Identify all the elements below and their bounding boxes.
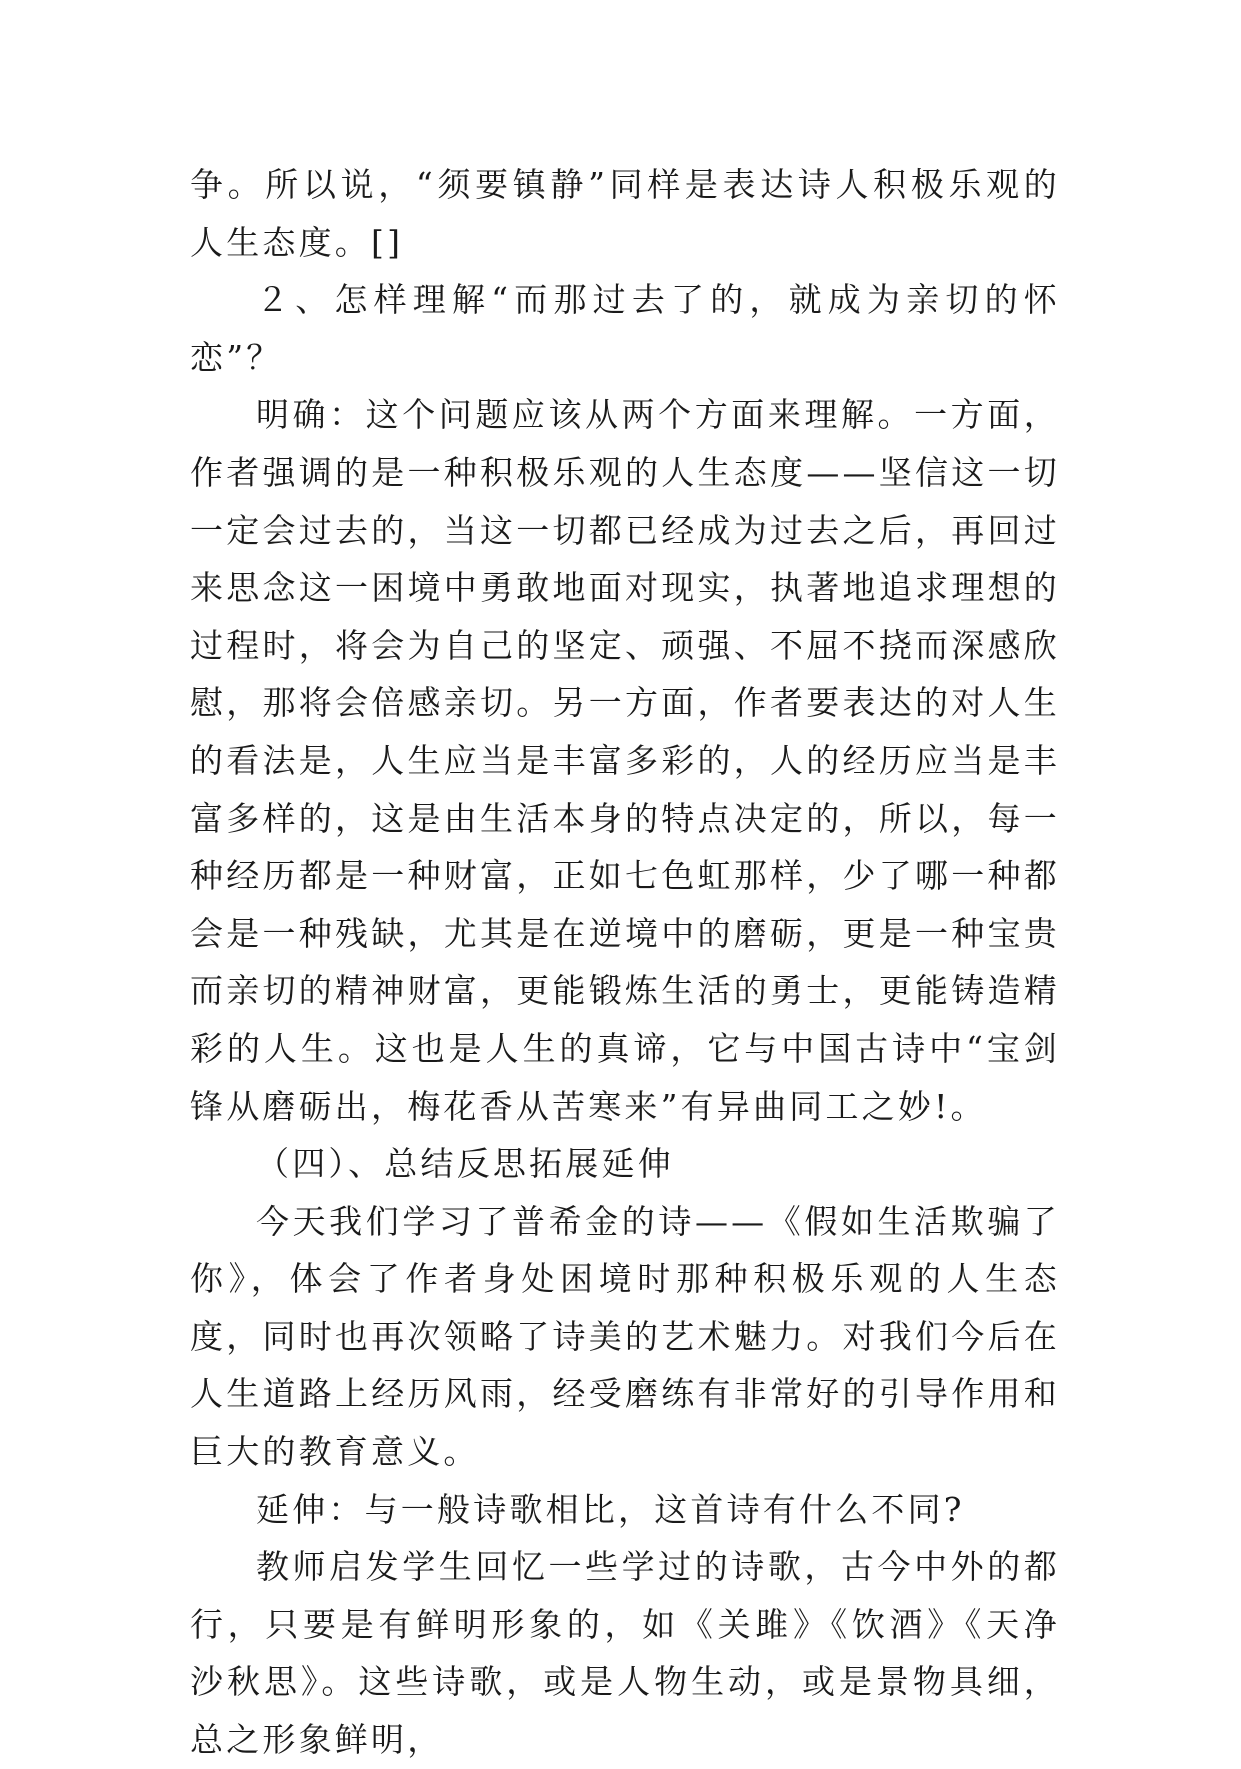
section-heading: （四）、总结反思拓展延伸 bbox=[256, 1144, 674, 1184]
answer-paragraph: 明确：这个问题应该从两个方面来理解。一方面，作者强调的是一种积极乐观的人生态度——坚信这一切一定会过去的，当这一切都已经成为过去之后，再回过来思念这一困境中勇敢地面对现实，执著地追求理想的过程时，将会为自己的坚定、顽强、不屈不挠而深感欣慰，那将会倍感亲切。另一方面，作者要表达的对人生的看法是，人生应当是丰富多彩的，人的经历应当是丰富多样的，这是由生活本身的特点决定的，所以，每一种经历都是一种财富，正如七色虹那样，少了哪一种都会是一种残缺，尤其是在逆境中的磨砺，更是一种宝贵而亲切的精神财富，更能锻炼生活的勇士，更能铸造精彩的人生。这也是人生的真谛，它与中国古诗中“宝剑锋从磨砺出，梅花香从苦寒来”有异曲同工之妙!。 bbox=[190, 395, 1060, 1126]
teacher-guidance-paragraph: 教师启发学生回忆一些学过的诗歌，古今中外的都行，只要是有鲜明形象的，如《关雎》《饮酒》《天净沙秋思》。这些诗歌，或是人物生动，或是景物具细，总之形象鲜明， bbox=[190, 1547, 1060, 1760]
question-heading: ２、怎样理解“而那过去了的，就成为亲切的怀恋”？ bbox=[190, 280, 1060, 377]
document-body bbox=[190, 156, 1060, 1769]
paragraph-continuation: 争。所以说，“须要镇静”同样是表达诗人积极乐观的人生态度。[] bbox=[190, 165, 1060, 262]
extension-question: 延伸：与一般诗歌相比，这首诗有什么不同? bbox=[256, 1489, 965, 1529]
summary-paragraph: 今天我们学习了普希金的诗——《假如生活欺骗了你》，体会了作者身处困境时那种积极乐观的人生态度，同时也再次领略了诗美的艺术魅力。对我们今后在人生道路上经历风雨，经受磨练有非常好的引导作用和巨大的教育意义。 bbox=[190, 1201, 1060, 1472]
